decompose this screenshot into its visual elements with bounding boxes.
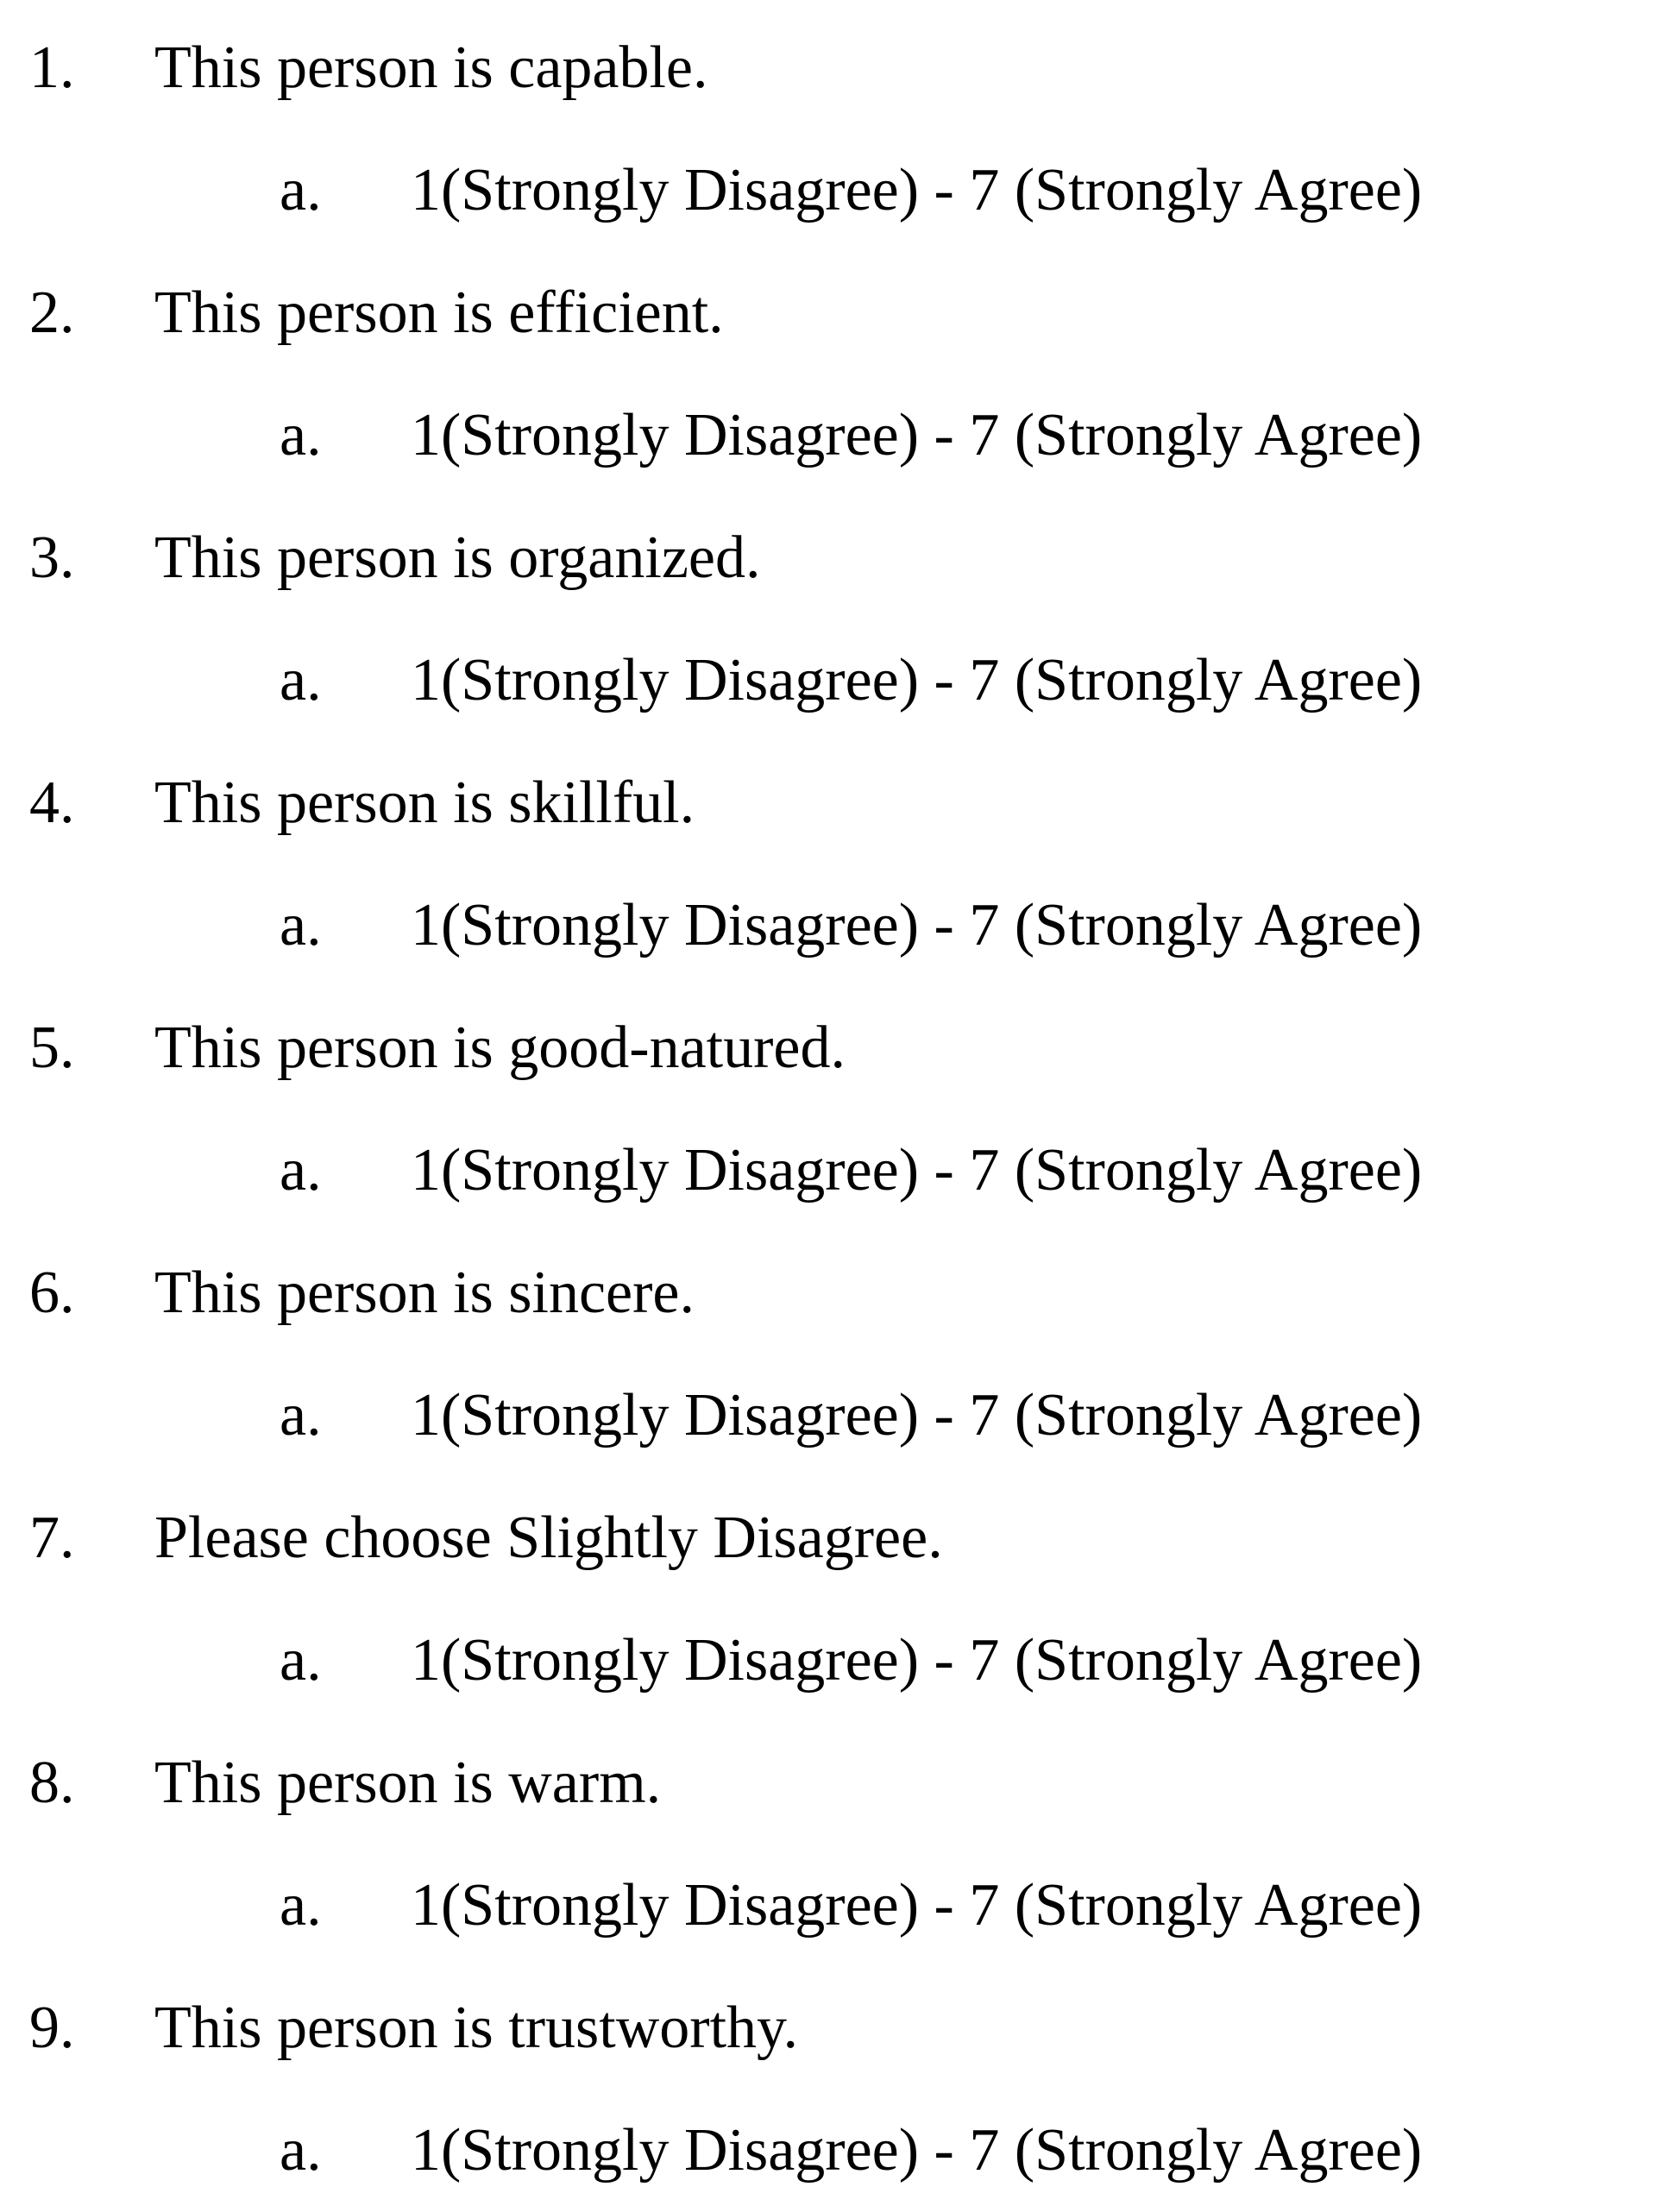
question-number: 5. — [29, 1015, 75, 1081]
question-number: 9. — [29, 1995, 75, 2061]
question-text: This person is capable. — [154, 35, 708, 101]
question-item — [0, 1722, 1660, 1844]
scale-label: 1(Strongly Disagree) - 7 (Strongly Agree) — [411, 647, 1423, 713]
scale-line — [0, 1599, 1660, 1722]
scale-line — [0, 2089, 1660, 2212]
question-text: This person is efficient. — [154, 280, 724, 346]
scale-label: 1(Strongly Disagree) - 7 (Strongly Agree) — [411, 1627, 1423, 1694]
scale-marker: a. — [280, 402, 322, 468]
question-text: Please choose Slightly Disagree. — [154, 1505, 943, 1571]
question-text: This person is trustworthy. — [154, 1995, 798, 2061]
scale-marker: a. — [280, 1137, 322, 1203]
question-number: 1. — [29, 35, 75, 101]
question-number: 6. — [29, 1260, 75, 1326]
question-item — [0, 1967, 1660, 2089]
question-number: 3. — [29, 525, 75, 591]
scale-label: 1(Strongly Disagree) - 7 (Strongly Agree) — [411, 2117, 1423, 2184]
scale-marker: a. — [280, 892, 322, 958]
scale-line — [0, 374, 1660, 497]
question-text: This person is good-natured. — [154, 1015, 846, 1081]
question-number: 4. — [29, 770, 75, 836]
question-text: This person is sincere. — [154, 1260, 695, 1326]
scale-label: 1(Strongly Disagree) - 7 (Strongly Agree) — [411, 892, 1423, 958]
scale-line — [0, 1844, 1660, 1967]
scale-line — [0, 864, 1660, 987]
question-item — [0, 1232, 1660, 1354]
scale-marker: a. — [280, 647, 322, 713]
question-item — [0, 7, 1660, 129]
scale-marker: a. — [280, 2117, 322, 2184]
question-number: 7. — [29, 1505, 75, 1571]
question-item — [0, 987, 1660, 1109]
scale-label: 1(Strongly Disagree) - 7 (Strongly Agree) — [411, 1872, 1423, 1939]
scale-marker: a. — [280, 1627, 322, 1694]
question-item — [0, 1477, 1660, 1599]
question-item — [0, 497, 1660, 619]
scale-line — [0, 1109, 1660, 1232]
question-text: This person is skillful. — [154, 770, 695, 836]
question-number: 2. — [29, 280, 75, 346]
scale-line — [0, 129, 1660, 252]
scale-marker: a. — [280, 1382, 322, 1448]
question-text: This person is warm. — [154, 1750, 662, 1816]
question-number: 8. — [29, 1750, 75, 1816]
scale-line — [0, 619, 1660, 742]
scale-marker: a. — [280, 157, 322, 223]
question-item — [0, 252, 1660, 374]
scale-label: 1(Strongly Disagree) - 7 (Strongly Agree) — [411, 157, 1423, 223]
scale-label: 1(Strongly Disagree) - 7 (Strongly Agree) — [411, 1137, 1423, 1203]
scale-label: 1(Strongly Disagree) - 7 (Strongly Agree) — [411, 1382, 1423, 1448]
scale-marker: a. — [280, 1872, 322, 1939]
question-text: This person is organized. — [154, 525, 761, 591]
scale-label: 1(Strongly Disagree) - 7 (Strongly Agree) — [411, 402, 1423, 468]
scale-line — [0, 1354, 1660, 1477]
question-item — [0, 742, 1660, 864]
